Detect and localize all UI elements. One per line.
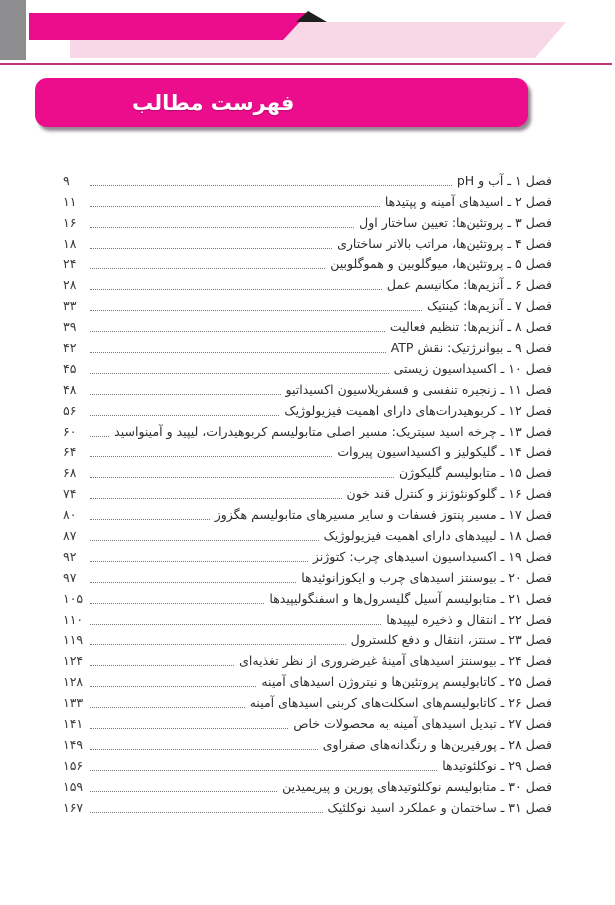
dot-leader xyxy=(90,471,394,478)
page-number: ۶۴ xyxy=(63,444,77,460)
dot-leader xyxy=(90,785,277,792)
page-number: ۱۲۴ xyxy=(63,653,84,669)
toc-row xyxy=(63,607,552,628)
chapter-title: فصل ۵ ـ پروتئین‌ها، میوگلوبین و هموگلوبین xyxy=(330,256,552,272)
chapter-title: فصل ۹ ـ بیوانرژتیک: نقش ATP xyxy=(390,340,552,356)
chapter-title: فصل ۲۳ ـ سنتز، انتقال و دفع کلسترول xyxy=(350,632,552,648)
toc-row xyxy=(63,440,552,461)
dot-leader xyxy=(90,304,422,311)
dot-leader xyxy=(90,680,256,687)
dot-leader xyxy=(90,659,234,666)
dot-leader xyxy=(90,200,380,207)
dot-leader xyxy=(90,325,385,332)
dot-leader xyxy=(90,262,325,269)
page-number: ۴۲ xyxy=(63,340,77,356)
page-number: ۱۴۹ xyxy=(63,736,84,752)
page-number: ۵۶ xyxy=(63,402,77,418)
page-number: ۳۳ xyxy=(63,298,77,314)
chapter-title: فصل ۱۹ ـ اکسیداسیون اسیدهای چرب: کتوژنز xyxy=(312,548,552,564)
dot-leader xyxy=(90,806,323,813)
page-number: ۱۲۸ xyxy=(63,674,84,690)
chapter-title: فصل ۲۲ ـ انتقال و ذخیره لیپیدها xyxy=(386,611,552,627)
toc-row xyxy=(63,711,552,732)
chapter-title: فصل ۳۰ ـ متابولیسم نوکلئوتیدهای پورین و پیریمیدین xyxy=(282,778,552,794)
toc-row xyxy=(63,272,552,293)
dot-leader xyxy=(90,430,109,437)
header-art xyxy=(0,0,615,70)
page-number: ۲۴ xyxy=(63,256,77,272)
chapter-title: فصل ۷ ـ آنزیم‌ها: کینتیک xyxy=(426,298,552,314)
chapter-title: فصل ۱۴ ـ گلیکولیز و اکسیداسیون پیروات xyxy=(337,444,552,460)
chapter-title: فصل ۲۶ ـ کاتابولیسم‌های اسکلت‌های کربنی اسیدهای آمینه xyxy=(249,695,552,711)
toc-row xyxy=(63,669,552,690)
dot-leader xyxy=(90,638,346,645)
dot-leader xyxy=(90,743,318,750)
page-number: ۹۷ xyxy=(63,569,77,585)
page-number: ۹ xyxy=(63,172,70,188)
chapter-title: فصل ۲۵ ـ کاتابولیسم پروتئین‌ها و نیتروژن اسیدهای آمینه xyxy=(261,674,552,690)
chapter-title: فصل ۸ ـ آنزیم‌ها: تنظیم فعالیت xyxy=(389,319,552,335)
toc-row xyxy=(63,690,552,711)
page-number: ۷۴ xyxy=(63,486,77,502)
page-number: ۶۰ xyxy=(63,423,77,439)
toc-banner xyxy=(35,78,528,127)
toc-row xyxy=(63,502,552,523)
chapter-title: فصل ۲۴ ـ بیوسنتز اسیدهای آمینهٔ غیرضروری از نظر تغذیه‌ای xyxy=(239,653,552,669)
page-number: ۱۴۱ xyxy=(63,716,84,732)
dot-leader xyxy=(90,492,342,499)
dot-leader xyxy=(90,450,332,457)
toc-row xyxy=(63,168,552,189)
chapter-title: فصل ۲۷ ـ تبدیل اسیدهای آمینه به محصولات خاص xyxy=(293,716,552,732)
page-number: ۱۶۷ xyxy=(63,799,84,815)
dot-leader xyxy=(90,388,281,395)
page-number: ۲۸ xyxy=(63,277,77,293)
chapter-title: فصل ۱۶ ـ گلوکونئوژنز و کنترل قند خون xyxy=(346,486,552,502)
page-number: ۱۱۹ xyxy=(63,632,84,648)
page-number: ۴۸ xyxy=(63,381,77,397)
dot-leader xyxy=(90,534,319,541)
dot-leader xyxy=(90,283,382,290)
chapter-title: فصل ۲۰ ـ بیوسنتز اسیدهای چرب و ایکوزانوئیدها xyxy=(301,569,552,585)
page-number: ۱۰۵ xyxy=(63,590,84,606)
toc-row xyxy=(63,231,552,252)
chapter-title: فصل ۳ ـ پروتئین‌ها: تعیین ساختار اول xyxy=(359,214,552,230)
dot-leader xyxy=(90,221,354,228)
chapter-title: فصل ۱۱ ـ زنجیره تنفسی و فسفریلاسیون اکسیداتیو xyxy=(285,381,552,397)
toc-row xyxy=(63,314,552,335)
toc-row xyxy=(63,648,552,669)
chapter-title: فصل ۲ ـ اسیدهای آمینه و پپتیدها xyxy=(384,193,552,209)
chapter-title: فصل ۳۱ ـ ساختمان و عملکرد اسید نوکلئیک xyxy=(327,799,552,815)
dot-leader xyxy=(90,764,437,771)
toc-row xyxy=(63,753,552,774)
chapter-title: فصل ۲۱ ـ متابولیسم آسیل گلیسرول‌ها و اسفنگولیپیدها xyxy=(269,590,552,606)
toc-row xyxy=(63,565,552,586)
toc-row xyxy=(63,460,552,481)
dot-leader xyxy=(90,513,210,520)
dot-leader xyxy=(90,242,332,249)
toc-row xyxy=(63,523,552,544)
toc-row xyxy=(63,774,552,795)
chapter-title: فصل ۱۷ ـ مسیر پنتوز فسفات و سایر مسیرهای متابولیسم هگزوز xyxy=(214,507,552,523)
chapter-title: فصل ۲۸ ـ پورفیرین‌ها و رنگدانه‌های صفراوی xyxy=(322,736,552,752)
chapter-title: فصل ۱۲ ـ کربوهیدرات‌های دارای اهمیت فیزیولوژیک xyxy=(284,402,552,418)
chapter-title: فصل ۱۳ ـ چرخه اسید سیتریک: مسیر اصلی متابولیسم کربوهیدرات، لیپید و آمینواسید xyxy=(114,423,552,439)
page-number: ۱۵۹ xyxy=(63,778,84,794)
page-number: ۱۶ xyxy=(63,214,77,230)
page-number: ۸۰ xyxy=(63,507,77,523)
page-number: ۳۹ xyxy=(63,319,77,335)
dot-leader xyxy=(90,618,381,625)
header-rule-line xyxy=(0,63,612,65)
page-number: ۸۷ xyxy=(63,528,77,544)
page-number: ۱۵۶ xyxy=(63,757,84,773)
page-number: ۱۱۰ xyxy=(63,611,84,627)
dot-leader xyxy=(90,179,452,186)
page-number: ۹۲ xyxy=(63,548,77,564)
page-number: ۶۸ xyxy=(63,465,77,481)
chapter-title: فصل ۴ ـ پروتئین‌ها، مراتب بالاتر ساختاری xyxy=(337,235,552,251)
chapter-title: فصل ۲۹ ـ نوکلئوتیدها xyxy=(442,757,552,773)
corner-gray-block xyxy=(0,0,26,60)
chapter-title: فصل ۱ ـ آب و pH xyxy=(456,172,552,188)
toc-row xyxy=(63,252,552,273)
toc-row xyxy=(63,481,552,502)
toc-row xyxy=(63,419,552,440)
toc-row xyxy=(63,732,552,753)
toc-list xyxy=(63,168,552,816)
dot-leader xyxy=(90,701,245,708)
dot-leader xyxy=(90,597,264,604)
magenta-ribbon xyxy=(29,13,308,40)
toc-row xyxy=(63,544,552,565)
chapter-title: فصل ۱۵ ـ متابولیسم گلیکوژن xyxy=(399,465,552,481)
dot-leader xyxy=(90,722,288,729)
page-number: ۱۳۳ xyxy=(63,695,84,711)
toc-row xyxy=(63,398,552,419)
dot-leader xyxy=(90,555,308,562)
page-number: ۱۸ xyxy=(63,235,77,251)
chapter-title: فصل ۱۸ ـ لیپیدهای دارای اهمیت فیزیولوژیک xyxy=(323,528,552,544)
page-title: فهرست مطالب xyxy=(132,90,295,115)
toc-row xyxy=(63,356,552,377)
toc-row xyxy=(63,377,552,398)
dot-leader xyxy=(90,346,386,353)
toc-row xyxy=(63,210,552,231)
toc-row xyxy=(63,335,552,356)
dot-leader xyxy=(90,409,279,416)
toc-row xyxy=(63,795,552,816)
dot-leader xyxy=(90,367,389,374)
toc-row xyxy=(63,628,552,649)
dot-leader xyxy=(90,576,296,583)
toc-row xyxy=(63,293,552,314)
page-number: ۱۱ xyxy=(63,193,77,209)
chapter-title: فصل ۶ ـ آنزیم‌ها: مکانیسم عمل xyxy=(386,277,552,293)
toc-row xyxy=(63,586,552,607)
toc-row xyxy=(63,189,552,210)
page-number: ۴۵ xyxy=(63,360,77,376)
chapter-title: فصل ۱۰ ـ اکسیداسیون زیستی xyxy=(393,360,552,376)
